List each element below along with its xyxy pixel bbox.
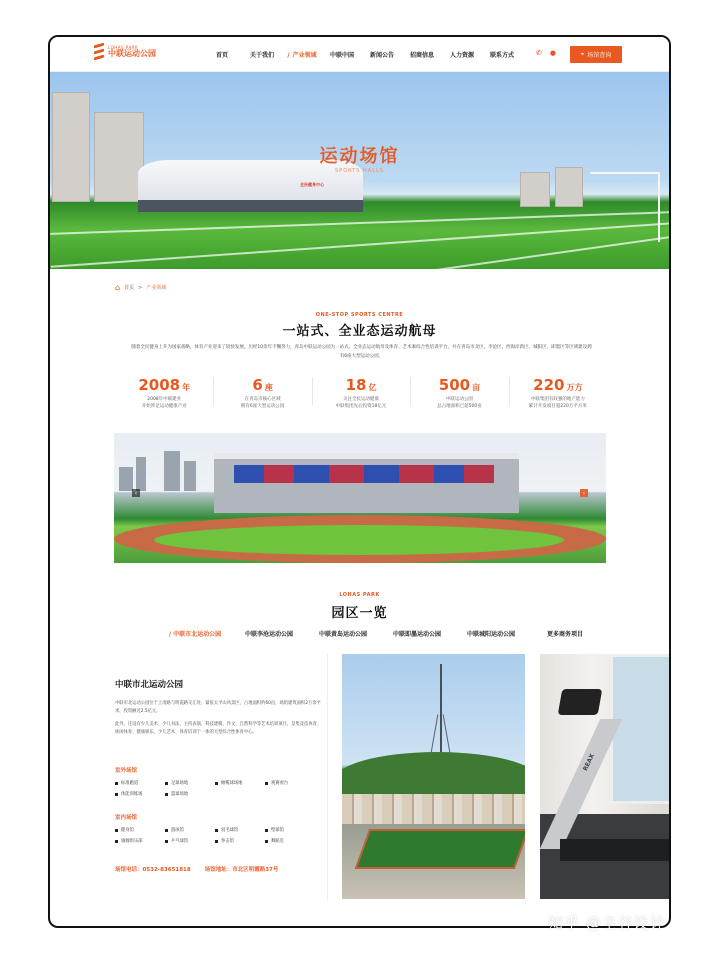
hero-goal-post bbox=[590, 172, 660, 242]
logo-mark-icon bbox=[94, 42, 104, 62]
city-building bbox=[164, 451, 180, 491]
stat-desc: 中联集团有较强的地产能力 bbox=[530, 397, 585, 402]
stadium-stand bbox=[214, 453, 519, 513]
logo-cn-text: 中联运动公园 bbox=[108, 49, 156, 58]
intro-en-title: ONE-STOP SPORTS CENTRE bbox=[315, 312, 404, 318]
indoor-list bbox=[115, 827, 315, 844]
stat-desc: 总占地面积已超500亩 bbox=[437, 404, 482, 409]
hero-sign: 全民健身中心 bbox=[300, 182, 324, 187]
stand-seats bbox=[399, 465, 434, 483]
treadmill bbox=[550, 689, 645, 869]
city-building bbox=[184, 461, 196, 491]
park-description bbox=[115, 700, 325, 737]
treadmill-brand: REAX bbox=[582, 752, 596, 773]
facility-item: 瑜伽俱乐部 bbox=[115, 838, 165, 844]
facility-item: 健身馆 bbox=[115, 827, 165, 833]
park-pitch bbox=[355, 829, 525, 869]
park-title: 园区一览 bbox=[331, 606, 388, 621]
stat-item bbox=[312, 375, 410, 410]
facility-item: 足球场地 bbox=[165, 780, 215, 786]
stat-desc: 拥有6座大型运动公园 bbox=[240, 404, 285, 409]
stat-item bbox=[509, 375, 607, 410]
facility-item: 乒乓球馆 bbox=[165, 838, 215, 844]
hero-building bbox=[520, 172, 550, 207]
stand-seats bbox=[264, 465, 294, 483]
park-name: 中联市北运动公园 bbox=[115, 680, 184, 690]
hero-banner bbox=[50, 72, 669, 269]
carousel-next-icon[interactable]: › bbox=[580, 489, 588, 497]
page-frame bbox=[48, 35, 671, 928]
stat-item bbox=[410, 375, 508, 410]
park-en-title: LOHAS PARK bbox=[339, 592, 380, 598]
park-photo-tower bbox=[342, 654, 525, 899]
breadcrumb-separator: > bbox=[138, 284, 143, 291]
stat-desc: 中联运动公园 bbox=[445, 397, 473, 402]
park-phone[interactable]: 场馆电话：0532-83651818 bbox=[115, 867, 191, 873]
stat-desc: 中联集团先后投资18亿元 bbox=[335, 404, 387, 409]
hero-title: 运动场馆 bbox=[319, 146, 400, 167]
nav-item-about[interactable]: 关于我们 bbox=[249, 52, 274, 59]
location-pin-icon: ⌖ bbox=[580, 50, 585, 58]
stand-seats bbox=[464, 465, 494, 483]
tab-licang[interactable]: 中联李沧运动公园 bbox=[244, 631, 293, 638]
venue-search-button[interactable] bbox=[570, 46, 622, 63]
stand-seats bbox=[434, 465, 464, 483]
facility-item: 篮球场地 bbox=[165, 791, 215, 797]
outdoor-title: 室外场馆 bbox=[115, 768, 138, 774]
breadcrumb-home[interactable]: 首页 bbox=[124, 285, 135, 291]
park-tabs bbox=[158, 629, 602, 638]
intro-title: 一站式、全业态运动航母 bbox=[282, 324, 437, 339]
stat-number: 18 bbox=[345, 376, 367, 394]
stat-number: 500 bbox=[438, 376, 471, 394]
stat-number: 220 bbox=[533, 376, 565, 394]
outdoor-list bbox=[115, 780, 315, 797]
facility-item: 壁球馆 bbox=[265, 827, 315, 833]
facility-item: 观赛看台 bbox=[265, 780, 315, 786]
facility-item: 标准跑道 bbox=[115, 780, 165, 786]
chat-icon[interactable]: ● bbox=[549, 49, 556, 57]
carousel-prev-icon[interactable]: ‹ bbox=[132, 489, 140, 497]
nav-item-hr[interactable]: 人力资源 bbox=[449, 52, 474, 59]
tab-chengyang[interactable]: 中联城阳运动公园 bbox=[466, 631, 515, 638]
stat-desc: 在青岛市核心区域 bbox=[244, 397, 281, 402]
nav-item-investment[interactable]: 招商信息 bbox=[409, 52, 434, 59]
stat-number: 2008 bbox=[138, 376, 181, 394]
tab-more[interactable]: 更多商务项目 bbox=[546, 631, 583, 638]
stand-seats bbox=[234, 465, 264, 483]
park-address: 场馆地址：市北区明霞路37号 bbox=[204, 867, 279, 873]
city-building bbox=[119, 467, 133, 491]
hero-subtitle: SPORTS HALLS bbox=[335, 168, 384, 174]
hero-stadium-base bbox=[138, 200, 363, 212]
stand-seats bbox=[364, 465, 399, 483]
stat-unit: 万方 bbox=[566, 383, 583, 392]
breadcrumb-current: 产业领域 bbox=[146, 285, 167, 291]
facility-item: 体能训练场 bbox=[115, 791, 165, 797]
site-header bbox=[50, 37, 669, 72]
stat-item bbox=[115, 375, 213, 410]
park-photo-gym bbox=[540, 654, 671, 899]
tab-shibei[interactable]: / 中联市北运动公园 bbox=[158, 629, 232, 638]
facility-item: 羽毛球馆 bbox=[215, 827, 265, 833]
facility-item: 拳击馆 bbox=[215, 838, 265, 844]
facility-item: 游泳馆 bbox=[165, 827, 215, 833]
stat-desc: 累计开发项目超220万平方米 bbox=[528, 404, 587, 409]
nav-item-contact[interactable]: 联系方式 bbox=[489, 52, 514, 59]
tab-jimo[interactable]: 中联即墨运动公园 bbox=[392, 631, 441, 638]
tv-tower bbox=[440, 664, 442, 754]
stat-desc: 关注全民运动健康 bbox=[343, 397, 380, 402]
stat-desc: 2008年中联建业 bbox=[147, 397, 182, 402]
football-field bbox=[154, 525, 564, 555]
stat-item bbox=[213, 375, 311, 410]
nav-item-home[interactable]: 首页 bbox=[215, 52, 228, 59]
nav-item-china[interactable]: 中联中国 bbox=[329, 52, 354, 59]
park-desc-paragraph: 此外，还设有少儿美术、少儿书法、主持表演、科技建模、作文、自然科学等艺术培训项目，是集竞技体育、休闲体育、健康娱乐、少儿艺术、体育培训于一体的大型综合性体育中心。 bbox=[115, 722, 322, 735]
stat-unit: 亿 bbox=[368, 383, 377, 392]
field-line bbox=[50, 211, 669, 235]
watermark: 知乎 @圭谷设计 bbox=[548, 914, 666, 932]
stat-unit: 年 bbox=[182, 383, 191, 392]
town-houses bbox=[342, 794, 525, 824]
stadium-carousel bbox=[114, 433, 606, 563]
main-nav bbox=[202, 37, 522, 72]
facility-item: 舞蹈室 bbox=[265, 838, 315, 844]
logo[interactable] bbox=[94, 42, 156, 62]
stand-seats bbox=[294, 465, 329, 483]
stat-desc: 开始涉足运动健康产业 bbox=[141, 404, 187, 409]
treadmill-deck bbox=[560, 839, 671, 861]
nav-item-industry[interactable]: / 产业领域 bbox=[282, 50, 322, 59]
breadcrumb bbox=[115, 283, 166, 292]
city-building bbox=[136, 457, 146, 491]
tab-huangdao[interactable]: 中联黄岛运动公园 bbox=[318, 631, 367, 638]
intro-text: 随着全民健身上升为国家战略，体育产业迎来了较快发展。历经10余年不懈努力，青岛中联运动公园为一站式、全业态运动航母及体育、艺术素综合性培训平台，并在青岛市北区、李沧区、西海岸新区、城阳区、即墨区等区域建设拥有6座大型运动公园。 bbox=[131, 345, 592, 359]
treadmill-frame bbox=[540, 719, 622, 849]
phone-icon[interactable]: ✆ bbox=[536, 49, 542, 57]
park-info-card bbox=[50, 654, 328, 899]
stat-unit: 座 bbox=[264, 383, 273, 392]
nav-item-news[interactable]: 新闻公告 bbox=[369, 52, 394, 59]
park-desc-paragraph: 中联市北运动公园位于上清路与明霞路交汇处，紧依太平山风景区，占地面积约60亩，场馆建筑面积2万余平米，投资额近2.5亿元。 bbox=[115, 701, 321, 714]
stats-row bbox=[115, 375, 607, 410]
indoor-title: 室内场馆 bbox=[115, 815, 138, 821]
logo-en-text: LOHAS PARK bbox=[108, 45, 139, 50]
stand-seats bbox=[329, 465, 364, 483]
treadmill-console bbox=[558, 689, 603, 715]
park-contact bbox=[115, 865, 278, 873]
facility-item: 橄榄球场地 bbox=[215, 780, 265, 786]
stat-unit: 亩 bbox=[472, 383, 481, 392]
venue-search-label: 场馆查询 bbox=[587, 52, 612, 59]
home-icon[interactable]: ⌂ bbox=[115, 283, 121, 292]
stat-number: 6 bbox=[252, 376, 263, 394]
